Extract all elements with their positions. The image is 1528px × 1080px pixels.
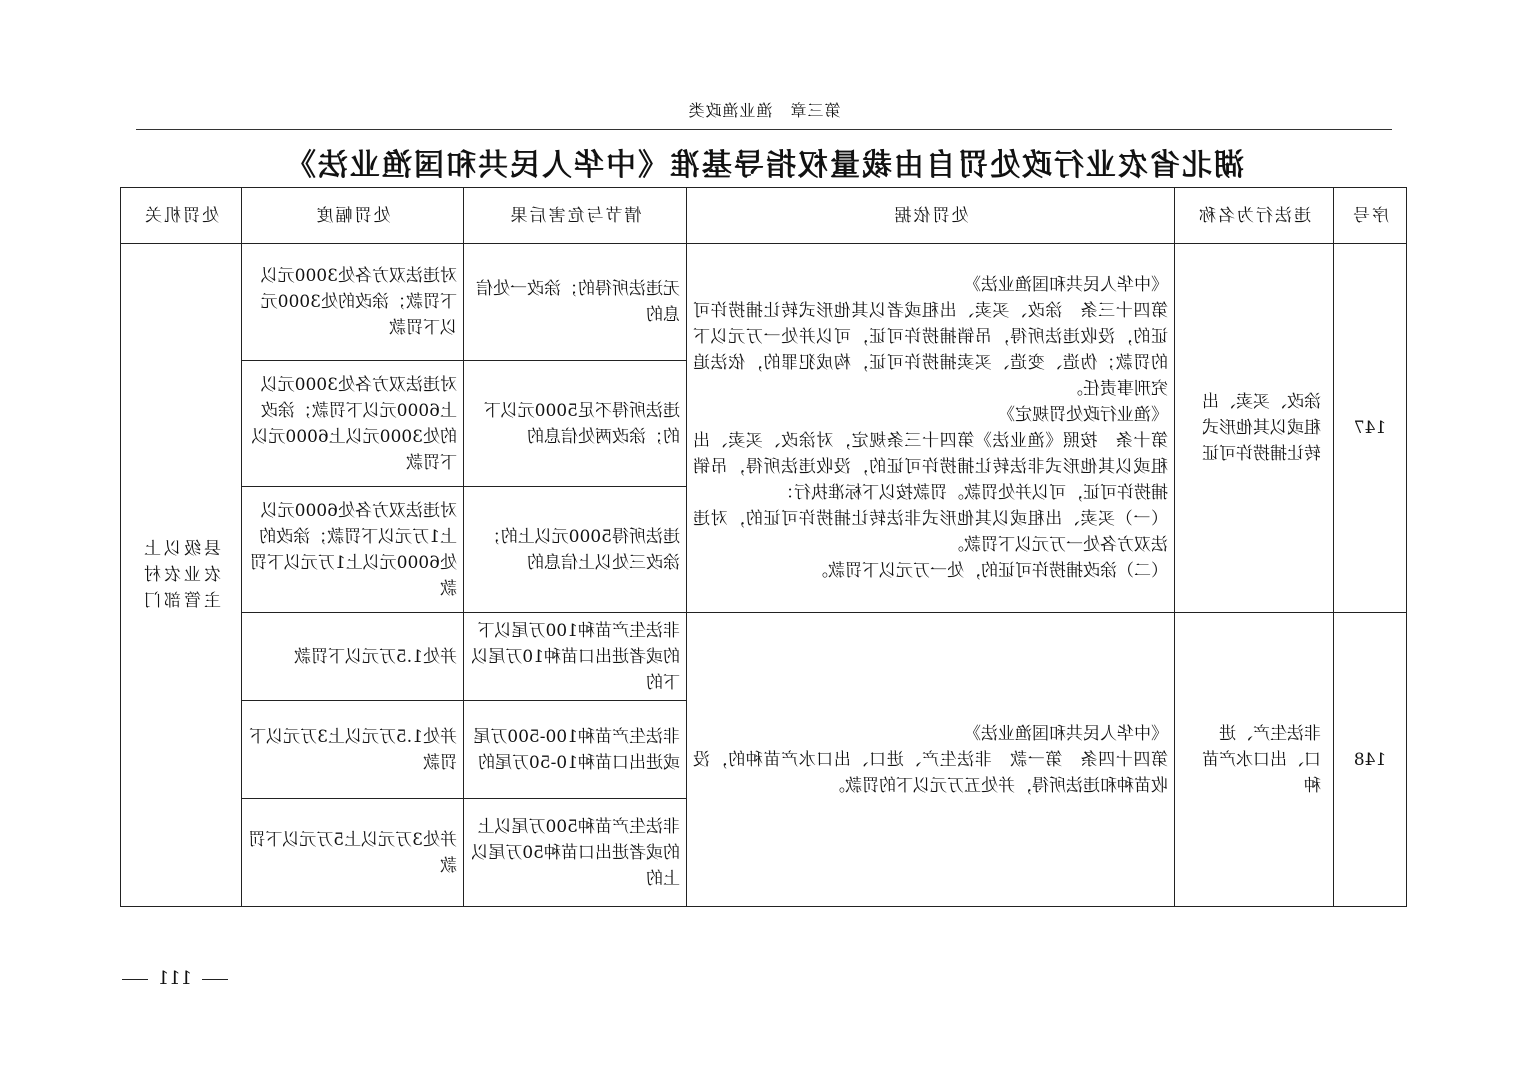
penalty-range-cell: 并处1.5万元以下罚款 bbox=[242, 613, 464, 701]
circumstance-cell: 违法所得不足5000元以下的；涂改两处信息的 bbox=[464, 361, 687, 487]
basis-line: 《中华人民共和国渔业法》 bbox=[964, 723, 1168, 744]
penalty-basis bbox=[687, 613, 1175, 907]
basis-line: 《中华人民共和国渔业法》 bbox=[964, 275, 1168, 295]
column-header: 处罚幅度 bbox=[242, 188, 464, 244]
dash-right bbox=[122, 979, 148, 980]
basis-line: 第四十四条 第一款 非法生产、进口、出口水产苗种的，没收苗种和违法所得，并处五万元以下的罚款。 bbox=[693, 749, 1168, 796]
basis-line: 第十条 按照《渔业法》第四十三条规定，对涂改、买卖、出租或以其他形式非法转让捕捞许可证的，没收违法所得，吊销捕捞许可证，可以并处罚款。罚款按以下标准执行： bbox=[693, 431, 1168, 503]
circumstance-cell: 无违法所得的；涂改一处信息的 bbox=[464, 244, 687, 361]
basis-line: （二）涂改捕捞许可证的，处一万元以下罚款。 bbox=[811, 561, 1168, 581]
basis-line: 《渔业行政处罚规定》 bbox=[998, 405, 1168, 425]
table-row bbox=[121, 244, 1407, 361]
document-title: 湖北省农业行政处罚自由裁量权指导基准《中华人民共和国渔业法》 bbox=[284, 148, 1244, 183]
table-header-row bbox=[121, 188, 1407, 244]
column-header: 处罚机关 bbox=[121, 188, 242, 244]
penalty-table bbox=[120, 187, 1407, 907]
basis-line: 第四十三条 涂改、买卖、出租或者以其他形式转让捕捞许可证的，没收违法所得，吊销捕捞许可证，可以并处一万元以下的罚款；伪造、变造、买卖捕捞许可证，构成犯罪的，依法追究刑事责任。 bbox=[693, 301, 1168, 399]
circumstance-cell: 非法生产苗种100-500万尾或进出口苗种10-50万尾的 bbox=[464, 701, 687, 799]
header-rule bbox=[136, 129, 1392, 130]
penalty-range-cell: 并处1.5万元以上3万元以下罚款 bbox=[242, 701, 464, 799]
column-header: 违法行为名称 bbox=[1175, 188, 1334, 244]
violation-name: 非法生产、进口、出口水产苗种 bbox=[1175, 613, 1334, 907]
column-header: 序号 bbox=[1334, 188, 1407, 244]
circumstance-cell: 非法生产苗种500万尾以上的或者进出口苗种50万尾以上的 bbox=[464, 799, 687, 907]
basis-line: （一）买卖、出租或以其他形式非法转让捕捞许可证的，对违法双方各处一万元以下罚款。 bbox=[693, 509, 1168, 555]
table-row bbox=[121, 613, 1407, 701]
column-header: 情节与危害后果 bbox=[464, 188, 687, 244]
entry-number: 147 bbox=[1334, 244, 1407, 613]
penalty-range-cell: 对违法双方各处3000元以下罚款；涂改的处3000元以下罚款 bbox=[242, 244, 464, 361]
page-number bbox=[112, 968, 238, 989]
penalty-range-cell: 对违法双方各处3000元以上6000元以下罚款；涂改的处3000元以上6000元以下罚款 bbox=[242, 361, 464, 487]
chapter-header: 第三章 渔业渔政类 bbox=[687, 101, 841, 120]
penalty-range-cell: 并处3万元以上5万元以下罚款 bbox=[242, 799, 464, 907]
circumstance-cell: 非法生产苗种100万尾以下的或者进出口苗种10万尾以下的 bbox=[464, 613, 687, 701]
page-number-text: 111 bbox=[157, 968, 192, 989]
column-header: 处罚依据 bbox=[687, 188, 1175, 244]
circumstance-cell: 违法所得5000元以上的；涂改三处以上信息的 bbox=[464, 487, 687, 613]
penalty-basis bbox=[687, 244, 1175, 613]
dash-left bbox=[202, 979, 228, 980]
violation-name: 涂改、买卖、出租或以其他形式转让捕捞许可证 bbox=[1175, 244, 1334, 613]
penalty-range-cell: 对违法双方各处6000元以上1万元以下罚款；涂改的处6000元以上1万元以下罚款 bbox=[242, 487, 464, 613]
penalty-authority: 县级以上农业农村主管部门 bbox=[121, 244, 242, 907]
entry-number: 148 bbox=[1334, 613, 1407, 907]
